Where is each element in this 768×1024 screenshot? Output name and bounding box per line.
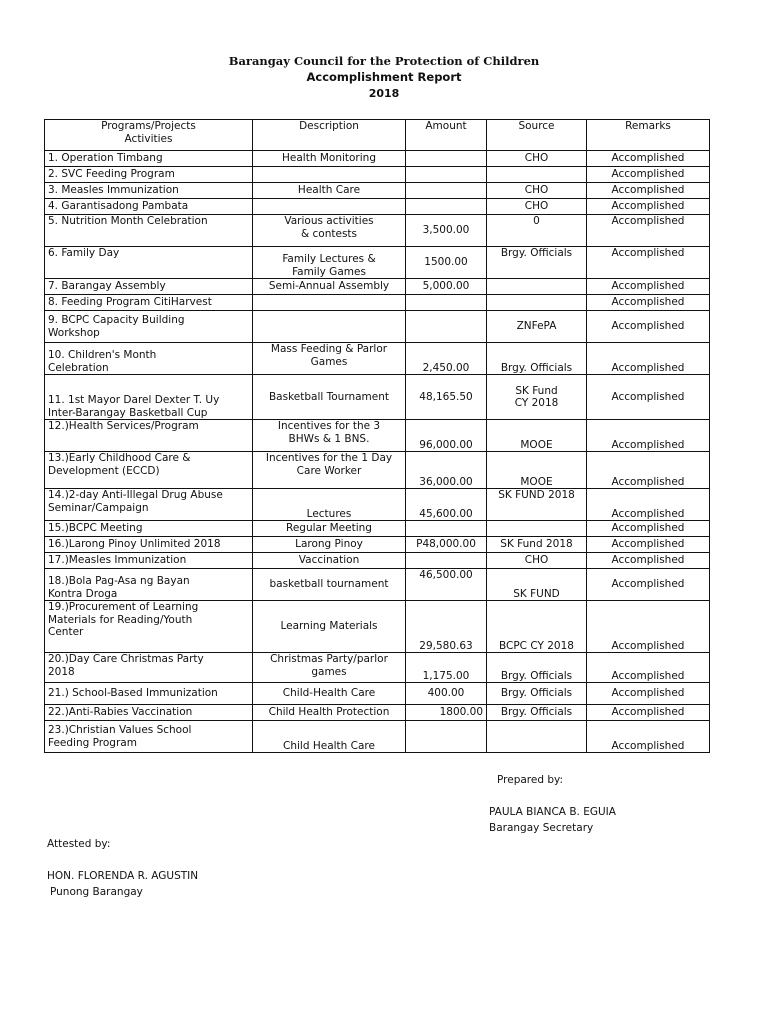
description-cell: Mass Feeding & Parlor Games xyxy=(253,343,406,375)
source-cell xyxy=(487,721,587,753)
amount-cell: 1500.00 xyxy=(406,247,487,279)
table-row xyxy=(45,247,710,279)
table-row xyxy=(45,167,710,183)
program-cell: 22.)Anti-Rabies Vaccination xyxy=(45,705,253,721)
description-cell: Incentives for the 1 Day Care Worker xyxy=(253,452,406,489)
program-cell: 17.)Measles Immunization xyxy=(45,553,253,569)
remarks-cell: Accomplished xyxy=(587,295,710,311)
source-cell: Brgy. Officials xyxy=(487,247,587,279)
remarks-cell: Accomplished xyxy=(587,653,710,683)
remarks-cell: Accomplished xyxy=(587,683,710,705)
program-cell: 20.)Day Care Christmas Party 2018 xyxy=(45,653,253,683)
remarks-cell: Accomplished xyxy=(587,452,710,489)
source-cell: Brgy. Officials xyxy=(487,683,587,705)
col-header-programs-line1: Programs/Projects xyxy=(101,120,196,132)
source-cell: SK FUND xyxy=(487,569,587,601)
table-row xyxy=(45,683,710,705)
table-row xyxy=(45,295,710,311)
description-cell: Family Lectures & Family Games xyxy=(253,247,406,279)
description-cell xyxy=(253,199,406,215)
remarks-cell: Accomplished xyxy=(587,553,710,569)
program-cell: 13.)Early Childhood Care & Development (ECCD) xyxy=(45,452,253,489)
amount-cell xyxy=(406,295,487,311)
amount-cell: 1800.00 xyxy=(406,705,487,721)
program-cell: 14.)2-day Anti-Illegal Drug Abuse Seminar/Campaign xyxy=(45,489,253,521)
col-header-programs-line2: Activities xyxy=(124,132,173,145)
attested-by-title: Punong Barangay xyxy=(50,886,143,898)
table-row xyxy=(45,311,710,343)
remarks-cell: Accomplished xyxy=(587,601,710,653)
amount-cell: 29,580.63 xyxy=(406,601,487,653)
prepared-by-name: PAULA BIANCA B. EGUIA xyxy=(489,806,616,818)
program-cell: 19.)Procurement of Learning Materials for Reading/Youth Center xyxy=(45,601,253,653)
amount-cell xyxy=(406,151,487,167)
description-cell: basketball tournament xyxy=(253,569,406,601)
table-row xyxy=(45,215,710,247)
program-cell: 11. 1st Mayor Darel Dexter T. Uy Inter-Barangay Basketball Cup xyxy=(45,375,253,420)
source-cell: CHO xyxy=(487,199,587,215)
remarks-cell: Accomplished xyxy=(587,721,710,753)
remarks-cell: Accomplished xyxy=(587,420,710,452)
remarks-cell: Accomplished xyxy=(587,375,710,420)
amount-cell: 96,000.00 xyxy=(406,420,487,452)
source-cell xyxy=(487,295,587,311)
remarks-cell: Accomplished xyxy=(587,279,710,295)
report-title: Accomplishment Report xyxy=(306,70,462,84)
amount-cell xyxy=(406,521,487,537)
description-cell: Lectures xyxy=(253,489,406,521)
amount-cell: 36,000.00 xyxy=(406,452,487,489)
source-cell: Brgy. Officials xyxy=(487,705,587,721)
source-cell: Brgy. Officials xyxy=(487,343,587,375)
program-cell: 10. Children's Month Celebration xyxy=(45,343,253,375)
table-header-row xyxy=(45,120,710,151)
col-header-amount: Amount xyxy=(406,120,487,151)
col-header-remarks: Remarks xyxy=(587,120,710,151)
program-cell: 7. Barangay Assembly xyxy=(45,279,253,295)
remarks-cell: Accomplished xyxy=(587,311,710,343)
attested-by-name: HON. FLORENDA R. AGUSTIN xyxy=(47,870,199,882)
prepared-by-label: Prepared by: xyxy=(497,774,563,786)
table-row xyxy=(45,183,710,199)
table-row xyxy=(45,553,710,569)
description-cell xyxy=(253,167,406,183)
table-row xyxy=(45,420,710,452)
table-row xyxy=(45,721,710,753)
description-cell: Regular Meeting xyxy=(253,521,406,537)
program-cell: 15.)BCPC Meeting xyxy=(45,521,253,537)
description-cell: Child-Health Care xyxy=(253,683,406,705)
amount-cell: P48,000.00 xyxy=(406,537,487,553)
program-cell: 8. Feeding Program CitiHarvest xyxy=(45,295,253,311)
remarks-cell: Accomplished xyxy=(587,489,710,521)
program-cell: 3. Measles Immunization xyxy=(45,183,253,199)
program-cell: 2. SVC Feeding Program xyxy=(45,167,253,183)
col-header-description: Description xyxy=(253,120,406,151)
program-cell: 12.)Health Services/Program xyxy=(45,420,253,452)
amount-cell: 1,175.00 xyxy=(406,653,487,683)
source-cell xyxy=(487,167,587,183)
amount-cell xyxy=(406,721,487,753)
amount-cell: 5,000.00 xyxy=(406,279,487,295)
source-cell: ZNFePA xyxy=(487,311,587,343)
amount-cell: 48,165.50 xyxy=(406,375,487,420)
accomplishment-table xyxy=(44,119,710,753)
program-cell: 21.) School-Based Immunization xyxy=(45,683,253,705)
remarks-cell: Accomplished xyxy=(587,215,710,247)
table-row xyxy=(45,489,710,521)
table-row xyxy=(45,569,710,601)
remarks-cell: Accomplished xyxy=(587,343,710,375)
program-cell: 4. Garantisadong Pambata xyxy=(45,199,253,215)
table-row xyxy=(45,199,710,215)
source-cell: SK Fund 2018 xyxy=(487,537,587,553)
source-cell: CHO xyxy=(487,183,587,199)
description-cell: Incentives for the 3 BHWs & 1 BNS. xyxy=(253,420,406,452)
col-header-programs xyxy=(45,120,253,151)
description-cell: Health Care xyxy=(253,183,406,199)
source-cell: CHO xyxy=(487,151,587,167)
amount-cell xyxy=(406,553,487,569)
amount-cell: 400.00 xyxy=(406,683,487,705)
description-cell xyxy=(253,295,406,311)
amount-cell: 2,450.00 xyxy=(406,343,487,375)
description-cell xyxy=(253,311,406,343)
remarks-cell: Accomplished xyxy=(587,199,710,215)
remarks-cell: Accomplished xyxy=(587,167,710,183)
source-cell: CHO xyxy=(487,553,587,569)
source-cell xyxy=(487,279,587,295)
program-cell: 9. BCPC Capacity Building Workshop xyxy=(45,311,253,343)
table-row xyxy=(45,653,710,683)
description-cell: Vaccination xyxy=(253,553,406,569)
table-row xyxy=(45,452,710,489)
program-cell: 16.)Larong Pinoy Unlimited 2018 xyxy=(45,537,253,553)
program-cell: 23.)Christian Values School Feeding Program xyxy=(45,721,253,753)
table-row xyxy=(45,343,710,375)
description-cell: Christmas Party/parlor games xyxy=(253,653,406,683)
table-row xyxy=(45,521,710,537)
amount-cell: 3,500.00 xyxy=(406,215,487,247)
prepared-by-title: Barangay Secretary xyxy=(489,822,594,834)
description-cell: Child Health Care xyxy=(253,721,406,753)
table-row xyxy=(45,375,710,420)
remarks-cell: Accomplished xyxy=(587,151,710,167)
source-cell: BCPC CY 2018 xyxy=(487,601,587,653)
report-year: 2018 xyxy=(368,87,400,100)
attested-by-label: Attested by: xyxy=(47,838,111,850)
description-cell: Child Health Protection xyxy=(253,705,406,721)
amount-cell xyxy=(406,167,487,183)
remarks-cell: Accomplished xyxy=(587,705,710,721)
program-cell: 5. Nutrition Month Celebration xyxy=(45,215,253,247)
program-cell: 1. Operation Timbang xyxy=(45,151,253,167)
source-cell xyxy=(487,521,587,537)
description-cell: Basketball Tournament xyxy=(253,375,406,420)
table-row xyxy=(45,601,710,653)
remarks-cell: Accomplished xyxy=(587,521,710,537)
amount-cell: 46,500.00 xyxy=(406,569,487,601)
col-header-source: Source xyxy=(487,120,587,151)
program-cell: 6. Family Day xyxy=(45,247,253,279)
description-cell: Health Monitoring xyxy=(253,151,406,167)
table-row xyxy=(45,705,710,721)
amount-cell xyxy=(406,311,487,343)
source-cell: SK Fund CY 2018 xyxy=(487,375,587,420)
description-cell: Learning Materials xyxy=(253,601,406,653)
amount-cell xyxy=(406,199,487,215)
remarks-cell: Accomplished xyxy=(587,569,710,601)
table-row xyxy=(45,279,710,295)
description-cell: Larong Pinoy xyxy=(253,537,406,553)
amount-cell: 45,600.00 xyxy=(406,489,487,521)
source-cell: MOOE xyxy=(487,452,587,489)
source-cell: 0 xyxy=(487,215,587,247)
source-cell: Brgy. Officials xyxy=(487,653,587,683)
table-row xyxy=(45,151,710,167)
remarks-cell: Accomplished xyxy=(587,537,710,553)
remarks-cell: Accomplished xyxy=(587,247,710,279)
remarks-cell: Accomplished xyxy=(587,183,710,199)
amount-cell xyxy=(406,183,487,199)
description-cell: Various activities & contests xyxy=(253,215,406,247)
table-row xyxy=(45,537,710,553)
report-org-title: Barangay Council for the Protection of Children xyxy=(228,54,540,68)
source-cell: MOOE xyxy=(487,420,587,452)
source-cell: SK FUND 2018 xyxy=(487,489,587,521)
description-cell: Semi-Annual Assembly xyxy=(253,279,406,295)
program-cell: 18.)Bola Pag-Asa ng Bayan Kontra Droga xyxy=(45,569,253,601)
